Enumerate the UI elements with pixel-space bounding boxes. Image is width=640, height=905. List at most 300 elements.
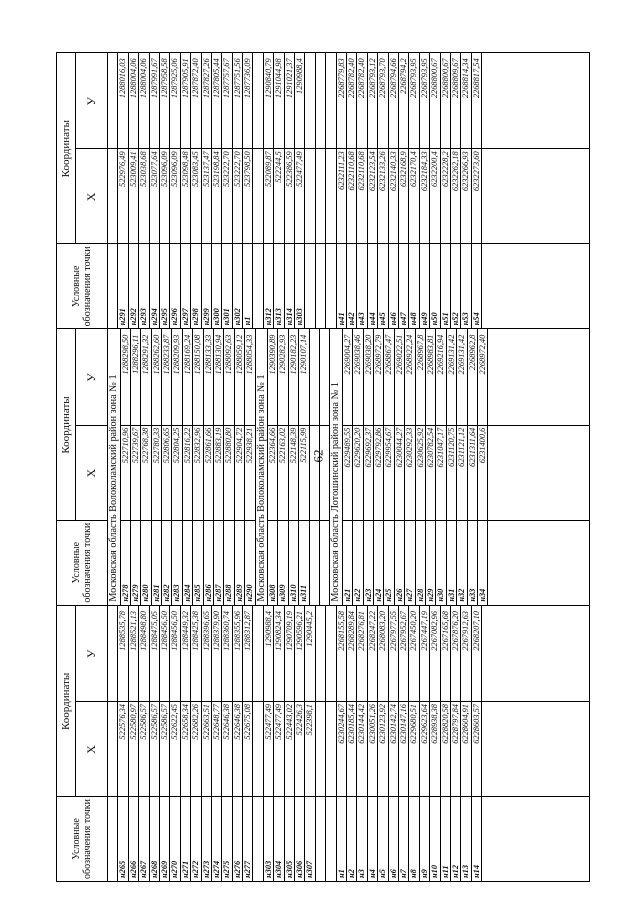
table-row [129,53,139,328]
x-coordinate: 6228938,38 [430,704,440,744]
y-coordinate: 1290182,23 [288,334,298,375]
blank-row [316,53,326,328]
point-id: н54 [471,312,481,326]
table-row [289,329,299,604]
table-row [441,606,451,881]
point-id: н4 [367,869,377,878]
y-coordinate: 2268809,67 [450,58,460,99]
x-coordinate: 6230244,67 [336,704,346,744]
y-coordinate: 1290107,14 [299,334,309,375]
blank-row [320,329,330,604]
y-coordinate: 2267952,67 [398,611,408,651]
point-id: н273 [201,860,211,878]
y-coordinate: 1288133,33 [203,334,213,375]
y-coordinate: 2268782,40 [346,58,356,99]
point-id: н10 [430,864,440,878]
y-coordinate: 2268972,79 [374,334,384,375]
y-coordinate: 2268247,22 [367,611,377,651]
x-coordinate: 522586,57 [149,704,159,740]
x-coordinate: 6229692,37 [363,427,373,468]
table-header [57,53,108,328]
y-coordinate: 1288004,06 [128,58,138,99]
y-coordinate: 2268793,95 [409,58,419,99]
table-row [378,53,388,328]
x-coordinate: 523096,09 [159,151,169,187]
table-row [430,53,440,328]
table-row [399,53,409,328]
y-coordinate: 1288291,32 [141,334,151,375]
x-coordinate: 6232184,33 [419,151,429,192]
table-row [389,606,399,881]
point-id: н294 [149,308,159,326]
point-id: н32 [457,588,467,602]
point-id: н25 [384,588,394,602]
table-row [368,53,378,328]
y-coordinate: 2268962,8 [467,334,477,371]
header-point: Условные обозначения точки [57,520,107,605]
point-id: н301 [222,308,232,326]
table-row [172,329,182,604]
point-id: н296 [170,308,180,326]
table-row [409,606,419,881]
x-coordinate: 6228603,57 [471,704,481,744]
x-coordinate: 6231311,64 [467,427,477,467]
y-coordinate: 2269038,46 [353,334,363,375]
table-row [353,329,363,604]
table-row [183,329,193,604]
x-coordinate: 522576,34 [118,704,128,740]
point-id: н277 [243,860,253,878]
y-coordinate: 2268289,84 [346,611,356,651]
table-row [430,606,440,881]
column-divider [107,701,589,702]
blank-row [305,53,315,328]
point-id: н306 [295,860,305,878]
y-coordinate: 1288092,63 [224,334,234,375]
y-coordinate: 2268155,58 [336,611,346,651]
table-row [299,329,309,604]
blank-row [310,329,320,604]
table-panel [57,53,589,328]
x-coordinate: 6230142,74 [388,704,398,744]
point-id: н41 [336,312,346,326]
point-id: н280 [141,584,151,602]
y-coordinate: 1288150,08 [193,334,203,375]
point-id: н271 [180,860,190,878]
y-coordinate: 1288521,13 [128,611,138,651]
point-id: н23 [363,588,373,602]
x-coordinate: 522580,97 [128,704,138,740]
point-id: н5 [378,869,388,878]
table-row [378,606,388,881]
point-id: н298 [191,308,201,326]
y-coordinate: 1290988,4 [263,611,273,647]
table-panel [57,328,589,604]
y-coordinate: 2268922,24 [405,334,415,375]
y-coordinate: 2269022,51 [394,334,404,375]
y-coordinate: 1288456,50 [170,611,180,651]
blank-row [316,606,326,881]
page-number: 62 [310,449,326,463]
x-coordinate: 6229623,64 [419,704,429,744]
table-row [274,606,284,881]
x-coordinate: 522658,34 [180,704,190,740]
table-row [337,606,347,881]
x-coordinate: 523098,48 [180,151,190,187]
x-coordinate: 6229954,67 [384,427,394,468]
point-id: н309 [278,584,288,602]
y-coordinate: 2267165,68 [440,611,450,651]
x-coordinate: 522739,67 [130,427,140,464]
y-coordinate: 1288425,38 [191,611,201,651]
x-coordinate: 522832,96 [193,427,203,464]
point-id: н44 [367,312,377,326]
table-row [461,53,471,328]
point-id: н51 [440,312,450,326]
table-row [170,53,180,328]
x-coordinate: 522816,22 [182,427,192,464]
x-coordinate: 6232110,68 [357,151,367,191]
point-id: н302 [232,308,242,326]
header-coordinates: Координаты [57,606,76,797]
point-id: н45 [378,312,388,326]
point-id: н299 [201,308,211,326]
x-coordinate: 6230782,54 [426,427,436,468]
table-row [305,606,315,881]
point-id: н34 [478,588,487,602]
y-coordinate: 1288535,78 [118,611,128,651]
table-row [139,606,149,881]
table-row [204,329,214,604]
point-id: н267 [139,860,149,878]
x-coordinate: 6230147,16 [398,704,408,744]
table-row [451,606,461,881]
point-id: н308 [268,584,278,602]
table-row [357,606,367,881]
x-coordinate: 6232140,33 [388,151,398,192]
y-coordinate: 2268814,34 [461,58,471,99]
point-id: н283 [172,584,182,602]
point-id: н276 [232,860,242,878]
table-row [212,53,222,328]
x-coordinate: 6232266,93 [461,151,471,192]
table-row [139,53,149,328]
table-row [285,606,295,881]
x-coordinate: 522477,49 [274,704,284,740]
point-id: н43 [357,312,367,326]
table-row [278,329,288,604]
table-row [233,53,243,328]
point-id: н47 [398,312,408,326]
blank-row [326,606,336,881]
y-coordinate: 2268782,40 [357,58,367,99]
x-coordinate: 6232228,2 [440,151,450,187]
y-coordinate: 2269131,42 [457,334,467,375]
y-coordinate: 1288004,06 [139,58,149,99]
table-row [129,606,139,881]
table-row [141,329,151,604]
table-row [368,606,378,881]
x-coordinate: 6230292,33 [405,427,415,468]
point-id: н293 [139,308,149,326]
table-row [170,606,180,881]
x-coordinate: 522244,5 [274,151,284,183]
y-coordinate: 1287905,91 [180,58,190,99]
point-id: н49 [419,312,429,326]
x-coordinate: 523222,70 [222,151,232,187]
x-coordinate: 522443,02 [284,704,294,740]
table-row [405,329,415,604]
y-coordinate: 1290282,93 [278,334,288,375]
point-id: н266 [128,860,138,878]
x-coordinate: 522089,87 [263,151,273,187]
y-coordinate: 2268793,70 [378,58,388,99]
y-coordinate: 2267082,96 [430,611,440,651]
y-coordinate: 2269004,27 [342,334,352,375]
table-header [57,606,108,881]
table-row [374,329,384,604]
point-id: н272 [191,860,201,878]
x-coordinate: 522477,49 [295,151,305,187]
column-divider [107,520,589,521]
x-coordinate: 6229680,51 [409,704,419,744]
x-coordinate: 6230044,27 [394,427,404,468]
x-coordinate: 6232123,54 [367,151,377,192]
x-coordinate: 6231400,6 [478,427,487,464]
x-coordinate: 522646,38 [222,704,232,740]
point-id: н42 [346,312,356,326]
x-coordinate: 6232170,4 [409,151,419,187]
table-row [245,329,255,604]
y-coordinate: 1287757,67 [222,58,232,99]
y-coordinate: 1288498,80 [139,611,149,651]
y-coordinate: 1287805,44 [211,58,221,99]
x-coordinate: 6229792,86 [374,427,384,468]
header-point: Условные обозначения точки [57,243,107,328]
point-id: н50 [430,312,440,326]
point-id: н268 [149,860,159,878]
table-row [347,53,357,328]
point-id: н292 [128,308,138,326]
y-coordinate: 1288379,90 [211,611,221,651]
point-id: н6 [388,869,398,878]
x-coordinate: 522398,1 [305,704,315,736]
y-coordinate: 1290988,4 [295,58,305,94]
table-row [472,53,482,328]
point-id: н297 [180,308,190,326]
x-coordinate: 6230185,44 [346,704,356,744]
point-id: н8 [409,869,419,878]
table-row [461,606,471,881]
x-coordinate: 6230123,92 [378,704,388,744]
point-id: н53 [461,312,471,326]
table-row [191,606,201,881]
y-coordinate: 2268867,47 [384,334,394,375]
table-row [478,329,488,604]
x-coordinate: 522586,57 [159,704,169,740]
x-coordinate: 522682,26 [191,704,201,740]
point-id: н28 [415,588,425,602]
x-coordinate: 522646,38 [232,704,242,740]
y-coordinate: 2267447,19 [419,611,429,651]
table-row [181,606,191,881]
table-row [420,53,430,328]
y-coordinate: 2268800,67 [430,58,440,99]
table-row [395,329,405,604]
coordinates-table [56,52,590,882]
x-coordinate: 522477,49 [263,704,273,740]
x-coordinate: 6231047,17 [436,427,446,468]
table-row [409,53,419,328]
x-coordinate: 523137,47 [201,151,211,187]
table-row [264,53,274,328]
section-title: Московская область Лотошинский район зона № 1 [330,329,343,604]
x-coordinate: 523096,09 [170,151,180,187]
point-id: н1 [336,869,346,878]
table-row [285,53,295,328]
x-coordinate: 6228604,91 [461,704,471,744]
x-coordinate: 522586,57 [139,704,149,740]
x-coordinate: 522386,59 [284,151,294,187]
point-id: н288 [224,584,234,602]
header-x: X [75,701,107,797]
table-row [468,329,478,604]
x-coordinate: 522648,77 [211,704,221,740]
table-row [150,606,160,881]
x-coordinate: 522675,08 [243,704,253,740]
table-header [57,329,108,604]
table-row [222,606,232,881]
table-row [264,606,274,881]
y-coordinate: 1287958,58 [159,58,169,99]
point-id: н290 [245,584,255,602]
column-divider [107,243,589,244]
x-coordinate: 6230625,92 [415,427,425,468]
x-coordinate: 523077,64 [149,151,159,187]
x-coordinate: 523198,84 [211,151,221,187]
table-row [389,53,399,328]
blank-row [108,53,118,328]
table-row [451,53,461,328]
y-coordinate: 2269216,94 [436,334,446,375]
blank-row [253,53,263,328]
y-coordinate: 1290596,21 [295,611,305,651]
table-row [295,53,305,328]
y-coordinate: 1288262,60 [151,334,161,375]
table-row [235,329,245,604]
y-coordinate: 2268793,95 [419,58,429,99]
y-coordinate: 2267450,20 [409,611,419,651]
blank-row [326,53,336,328]
x-coordinate: 523009,41 [128,151,138,187]
x-coordinate: 6232110,68 [346,151,356,191]
y-coordinate: 1288449,32 [180,611,190,651]
y-coordinate: 2268794,66 [388,58,398,99]
table-row [152,329,162,604]
y-coordinate: 1290840,79 [263,58,273,99]
point-id: н269 [159,860,169,878]
y-coordinate: 2268800,67 [440,58,450,99]
rotated-page [56,52,590,882]
x-coordinate: 522163,02 [278,427,288,464]
y-coordinate: 1288355,96 [232,611,242,651]
point-id: н286 [203,584,213,602]
header-coordinates: Координаты [57,329,76,520]
table-panel [57,605,589,881]
point-id: н2 [346,869,356,878]
x-coordinate: 522780,33 [151,427,161,464]
table-row [399,606,409,881]
point-id: н312 [263,308,273,326]
point-id: н307 [305,860,315,878]
point-id: н13 [461,864,471,878]
x-coordinate: 522806,65 [162,427,172,464]
point-id: н295 [159,308,169,326]
table-row [233,606,243,881]
table-row [193,329,203,604]
x-coordinate: 6231121,12 [457,427,467,467]
x-coordinate: 522663,51 [201,704,211,740]
y-coordinate: 1287991,67 [149,58,159,99]
table-row [191,53,201,328]
y-coordinate: 1288296,11 [130,334,140,374]
table-row [150,53,160,328]
y-coordinate: 2269038,20 [363,334,373,375]
point-id: н279 [130,584,140,602]
point-id: н33 [467,588,477,602]
table-row [118,606,128,881]
point-id: н310 [288,584,298,602]
y-coordinate: 2268276,81 [357,611,367,651]
y-coordinate: 1288298,50 [120,334,130,375]
table-row [384,329,394,604]
x-coordinate: 6232273,60 [471,151,481,192]
y-coordinate: 1287751,56 [232,58,242,99]
y-coordinate: 2268967,8 [415,334,425,371]
y-coordinate: 1290445,2 [305,611,315,647]
point-id: н304 [274,860,284,878]
table-row [357,53,367,328]
point-id: н282 [162,584,172,602]
point-id: н26 [394,588,404,602]
y-coordinate: 1288054,33 [245,334,255,375]
table-row [181,53,191,328]
y-coordinate: 2267876,20 [450,611,460,651]
point-id: н274 [211,860,221,878]
y-coordinate: 1288475,05 [149,611,159,651]
table-row [160,606,170,881]
table-row [243,606,253,881]
header-x: X [75,148,107,244]
point-id: н287 [214,584,224,602]
point-id: н7 [398,869,408,878]
y-coordinate: 1288456,50 [159,611,169,651]
point-id: н289 [234,584,244,602]
x-coordinate: 6231120,75 [446,427,456,467]
y-coordinate: 1288312,87 [243,611,253,651]
point-id: н314 [284,308,294,326]
x-coordinate: 522768,38 [141,427,151,464]
y-coordinate: 2268083,20 [378,611,388,651]
column-divider [107,796,589,797]
y-coordinate: 2268972,40 [478,334,487,375]
table-row [243,53,253,328]
x-coordinate: 522804,25 [172,427,182,464]
header-point: Условные обозначения точки [57,796,107,881]
x-coordinate: 6229620,20 [353,427,363,468]
y-coordinate: 2269131,42 [446,334,456,375]
point-id: н21 [342,588,352,602]
